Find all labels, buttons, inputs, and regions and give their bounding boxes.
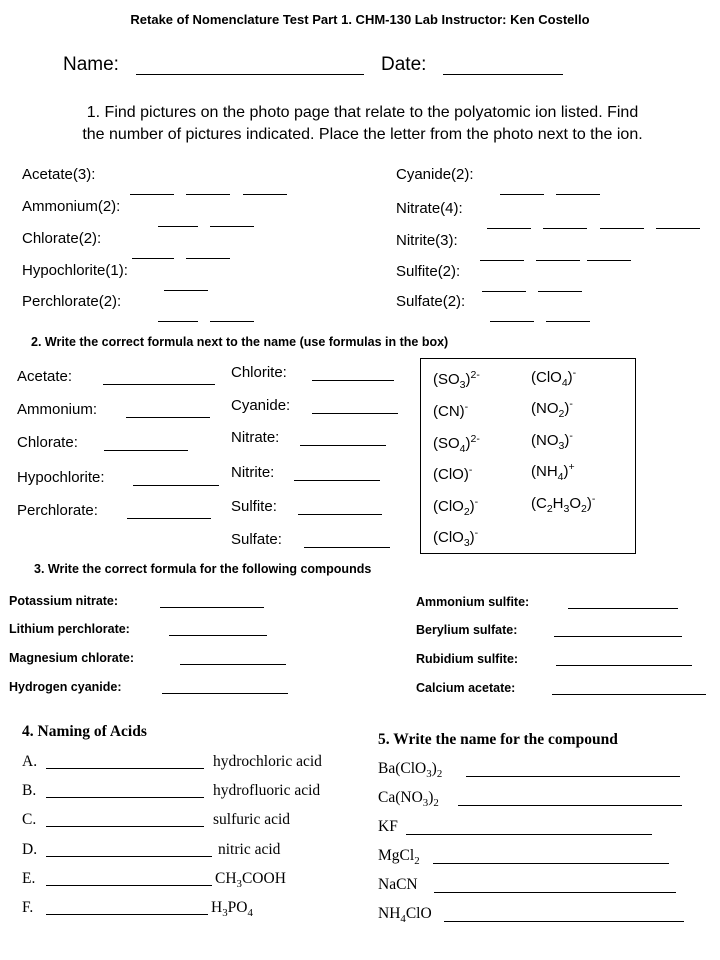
q4-b-name: hydrofluoric acid [213,782,321,799]
q4-heading: 4. Naming of Acids [22,723,147,740]
q4-item-e: E. [22,870,36,887]
formula-sulfite: $(SO_3)^{2-}$ [433,369,480,391]
q4-item-d: D. [22,841,38,858]
q3-item-hydrogen-cyanide: Hydrogen cyanide: [9,680,122,694]
q2-item-hypochlorite: Hypochlorite: [17,469,105,486]
q2-item-cyanide: Cyanide: [231,397,291,414]
q5-heading: 5. Write the name for the compound [378,731,618,748]
q5-mgcl2-blank[interactable] [433,863,669,864]
q2-item-chlorate: Chlorate: [17,434,78,451]
q1-item-acetate: Acetate(3): [22,166,96,183]
q4-b-blank[interactable] [46,797,204,798]
q1-item-ammonium: Ammonium(2): [22,198,121,215]
q1-instructions: 1. Find pictures on the photo page that relate to the polyatomic ion listed. Find the number of pictures indicated. Place the letter from the photo next to the ion. [82,104,643,143]
q1-chlorate-blanks[interactable] [132,246,230,264]
q4-e-blank[interactable] [46,885,212,886]
q4-a-name: hydrochloric acid [213,753,322,770]
q3-lithium-perchlorate-blank[interactable] [169,635,267,636]
q1-nitrite-blanks[interactable] [480,248,631,266]
q4-d-blank[interactable] [46,856,212,857]
q1-item-sulfite: Sulfite(2): [396,263,461,280]
q2-ammonium-blank[interactable] [126,417,210,418]
formula-box [420,358,636,554]
q2-item-nitrate: Nitrate: [231,429,280,446]
q2-nitrite-blank[interactable] [294,480,380,481]
q3-item-berylium-sulfate: Berylium sulfate: [416,623,518,637]
q1-cyanide-blanks[interactable] [500,182,600,200]
q5-nh4clo-blank[interactable] [444,921,684,922]
formula-hypochlorite: (ClO)- [433,464,473,483]
q1-item-sulfate: Sulfate(2): [396,293,466,310]
q5-item-nh4clo: $NH_4ClO$ [378,905,432,926]
q3-item-rubidium-sulfite: Rubidium sulfite: [416,652,519,666]
q2-cyanide-blank[interactable] [312,413,398,414]
formula-nitrite: $(NO_2)^-$ [531,398,573,420]
q1-acetate-blanks[interactable] [130,182,287,200]
q4-d-name: nitric acid [218,841,281,858]
worksheet-header: Retake of Nomenclature Test Part 1. CHM-130 Lab Instructor: Ken Costello [130,12,590,27]
formula-cyanide: (CN)- [433,401,469,420]
q5-item-kf: KF [378,818,398,835]
q4-e-formula: $CH_3COOH$ [215,870,286,891]
q2-hypochlorite-blank[interactable] [133,485,219,486]
q5-item-nacn: NaCN [378,876,418,893]
q4-c-name: sulfuric acid [213,811,291,828]
q4-item-f: F. [22,899,34,916]
q3-calcium-acetate-blank[interactable] [552,694,706,695]
q2-perchlorate-blank[interactable] [127,518,211,519]
q5-calcium-nitrate-blank[interactable] [458,805,682,806]
q4-f-blank[interactable] [46,914,208,915]
q2-item-ammonium: Ammonium: [17,401,98,418]
q4-item-b: B. [22,782,37,799]
q4-a-blank[interactable] [46,768,204,769]
q1-sulfite-blanks[interactable] [482,279,582,297]
q2-item-perchlorate: Perchlorate: [17,502,98,519]
q3-rubidium-sulfite-blank[interactable] [556,665,692,666]
q1-item-perchlorate: Perchlorate(2): [22,293,122,310]
name-field[interactable] [136,62,364,75]
q1-item-chlorate: Chlorate(2): [22,230,102,247]
formula-chlorite: (ClO$_2$)- [433,496,479,518]
name-label: Name: [63,54,119,75]
q3-heading: 3. Write the correct formula for the following compounds [34,562,372,576]
q1-ammonium-blanks[interactable] [158,214,254,232]
formula-ammonium: $(NH_4)^+$ [531,461,575,483]
q2-item-sulfate: Sulfate: [231,531,282,548]
formula-acetate: $(C_2H_3O_2)^-$ [531,493,596,515]
q3-ammonium-sulfite-blank[interactable] [568,608,678,609]
formula-chlorate: (ClO$_3$)- [433,527,479,549]
q2-item-nitrite: Nitrite: [231,464,275,481]
q2-item-sulfite: Sulfite: [231,498,277,515]
date-field[interactable] [443,62,563,75]
q3-item-ammonium-sulfite: Ammonium sulfite: [416,595,530,609]
q5-item-barium-chlorate: $Ba(ClO_3)_2$ [378,760,443,781]
q4-c-blank[interactable] [46,826,204,827]
q1-nitrate-blanks[interactable] [487,216,700,234]
q2-sulfate-blank[interactable] [304,547,390,548]
q5-barium-chlorate-blank[interactable] [466,776,680,777]
q2-item-acetate: Acetate: [17,368,73,385]
q1-sulfate-blanks[interactable] [490,309,590,327]
q2-chlorite-blank[interactable] [312,380,394,381]
date-label: Date: [381,54,427,75]
q1-hypochlorite-blanks[interactable] [164,278,208,296]
q5-item-mgcl2: MgCl$_2$ [378,847,420,868]
q3-item-magnesium-chlorate: Magnesium chlorate: [9,651,135,665]
formula-nitrate: $(NO_3)^-$ [531,430,573,452]
q1-perchlorate-blanks[interactable] [158,309,254,327]
q1-item-hypochlorite: Hypochlorite(1): [22,262,128,279]
q4-f-formula: $H_3PO_4$ [211,899,253,920]
q2-item-chlorite: Chlorite: [231,364,287,381]
q3-item-lithium-perchlorate: Lithium perchlorate: [9,622,130,636]
q1-item-nitrate: Nitrate(4): [396,200,463,217]
q1-item-nitrite: Nitrite(3): [396,232,458,249]
q5-item-calcium-nitrate: $Ca(NO_3)_2$ [378,789,439,810]
q2-acetate-blank[interactable] [103,384,215,385]
q5-kf-blank[interactable] [406,834,652,835]
q2-chlorate-blank[interactable] [104,450,188,451]
q4-item-c: C. [22,811,37,828]
formula-sulfate: $(SO_4)^{2-}$ [433,433,480,455]
q3-berylium-sulfate-blank[interactable] [554,636,682,637]
formula-perchlorate: (ClO$_4$)- [531,367,577,389]
q2-nitrate-blank[interactable] [300,445,386,446]
q2-heading: 2. Write the correct formula next to the name (use formulas in the box) [31,335,449,349]
q3-item-calcium-acetate: Calcium acetate: [416,681,516,695]
q2-sulfite-blank[interactable] [298,514,382,515]
q3-magnesium-chlorate-blank[interactable] [180,664,286,665]
q4-item-a: A. [22,753,38,770]
q5-nacn-blank[interactable] [434,892,676,893]
q1-item-cyanide: Cyanide(2): [396,166,474,183]
q3-potassium-nitrate-blank[interactable] [160,607,264,608]
q3-hydrogen-cyanide-blank[interactable] [162,693,288,694]
q3-item-potassium-nitrate: Potassium nitrate: [9,594,119,608]
